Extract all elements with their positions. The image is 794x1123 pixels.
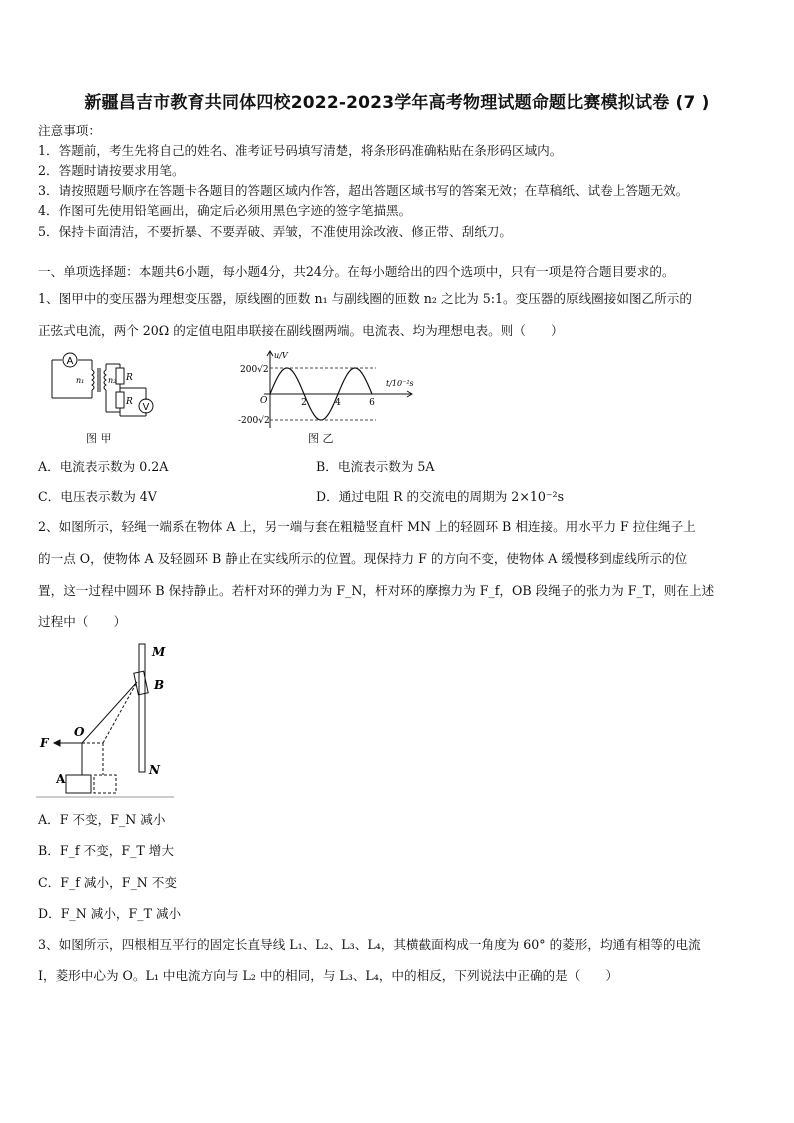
q2-option-a: A．F 不变，F_N 减小 bbox=[38, 812, 166, 827]
y-axis-label: u/V bbox=[274, 351, 288, 360]
resistor-label-bottom: R bbox=[126, 397, 133, 407]
q3-line-1: 3、如图所示，四根相互平行的固定长直导线 L₁、L₂、L₃、L₄，其横截面构成一角度为 60° 的菱形，均通有相等的电流 bbox=[38, 937, 701, 952]
n2-label: n₂ bbox=[108, 376, 117, 385]
q1-figure-b-waveform bbox=[236, 348, 416, 430]
q1-option-d: D．通过电阻 R 的交流电的周期为 2×10⁻²s bbox=[316, 489, 565, 504]
figure-b-caption: 图 乙 bbox=[308, 432, 334, 445]
y-max-label: 200√2 bbox=[240, 365, 269, 375]
label-B: B bbox=[154, 678, 165, 692]
note-item-1: 1．答题前，考生先将自己的姓名、准考证号码填写清楚，将条形码准确粘贴在条形码区域内。 bbox=[38, 143, 563, 158]
q2-option-b: B．F_f 不变，F_T 增大 bbox=[38, 843, 174, 858]
y-min-label: -200√2 bbox=[238, 416, 270, 426]
n1-label: n₁ bbox=[76, 376, 85, 385]
q1-option-a: A．电流表示数为 0.2A bbox=[38, 459, 169, 474]
label-O: O bbox=[74, 725, 85, 739]
figure-a-caption: 图 甲 bbox=[86, 432, 112, 445]
label-N: N bbox=[149, 763, 160, 777]
q1-option-c: C．电压表示数为 4V bbox=[38, 489, 157, 504]
q2-option-d: D．F_N 减小，F_T 减小 bbox=[38, 906, 182, 921]
tick-label-6: 6 bbox=[369, 398, 375, 408]
ammeter-label: A bbox=[66, 356, 74, 367]
note-item-5: 5．保持卡面清洁，不要折暴、不要弄破、弄皱，不准使用涂改液、修正带、刮纸刀。 bbox=[38, 224, 512, 239]
q1-figure-a-circuit bbox=[40, 350, 170, 430]
note-item-2: 2．答题时请按要求用笔。 bbox=[38, 163, 185, 178]
note-item-3: 3．请按照题号顺序在答题卡各题目的答题区域内作答，超出答题区域书写的答案无效；在草稿纸、试卷上答题无效。 bbox=[38, 183, 689, 198]
tick-label-2: 2 bbox=[301, 398, 307, 408]
q1-line-2: 正弦式电流，两个 20Ω 的定值电阻串联接在副线圈两端。电流表、均为理想电表。则（ ） bbox=[38, 323, 564, 338]
tick-label-4: 4 bbox=[335, 398, 341, 408]
q2-option-c: C．F_f 减小，F_N 不变 bbox=[38, 875, 177, 890]
q3-line-2: I，菱形中心为 O。L₁ 中电流方向与 L₂ 中的相同，与 L₃、L₄，中的相反，下列说法中正确的是（ ） bbox=[38, 968, 619, 983]
label-F: F bbox=[40, 736, 49, 750]
origin-label: O bbox=[260, 396, 268, 406]
q1-line-1: 1、图甲中的变压器为理想变压器，原线圈的匝数 n₁ 与副线圈的匝数 n₂ 之比为 5:1。变压器的原线圈接如图乙所示的 bbox=[38, 291, 692, 306]
q2-line-4: 过程中（ ） bbox=[38, 614, 127, 629]
section-header: 一、单项选择题：本题共6小题，每小题4分，共24分。在每小题给出的四个选项中，只有一项是符合题目要求的。 bbox=[38, 264, 675, 279]
page-title: 新疆昌吉市教育共同体四校2022-2023学年高考物理试题命题比赛模拟试卷 (7 ) bbox=[84, 93, 710, 113]
x-axis-label: t/10⁻²s bbox=[386, 379, 414, 388]
q2-line-3: 置，这一过程中圆环 B 保持静止。若杆对环的弹力为 F_N，杆对环的摩擦力为 F_f，OB 段绳子的张力为 F_T，则在上述 bbox=[38, 583, 715, 598]
note-item-4: 4．作图可先使用铅笔画出，确定后必须用黑色字迹的签字笔描黑。 bbox=[38, 203, 412, 218]
q2-line-2: 的一点 O，使物体 A 及轻圆环 B 静止在实线所示的位置。现保持力 F 的方向不变，使物体 A 缓慢移到虚线所示的位 bbox=[38, 551, 688, 566]
label-M: M bbox=[152, 645, 166, 659]
q2-line-1: 2、如图所示，轻绳一端系在物体 A 上，另一端与套在粗糙竖直杆 MN 上的轻圆环 B 相连接。用水平力 F 拉住绳子上 bbox=[38, 519, 696, 534]
resistor-label-top: R bbox=[126, 373, 133, 383]
q2-figure-rod-ring bbox=[36, 640, 176, 800]
q1-option-b: B．电流表示数为 5A bbox=[316, 459, 435, 474]
voltmeter-label: V bbox=[142, 402, 150, 413]
notes-header: 注意事项： bbox=[38, 123, 101, 138]
label-A: A bbox=[56, 772, 66, 786]
